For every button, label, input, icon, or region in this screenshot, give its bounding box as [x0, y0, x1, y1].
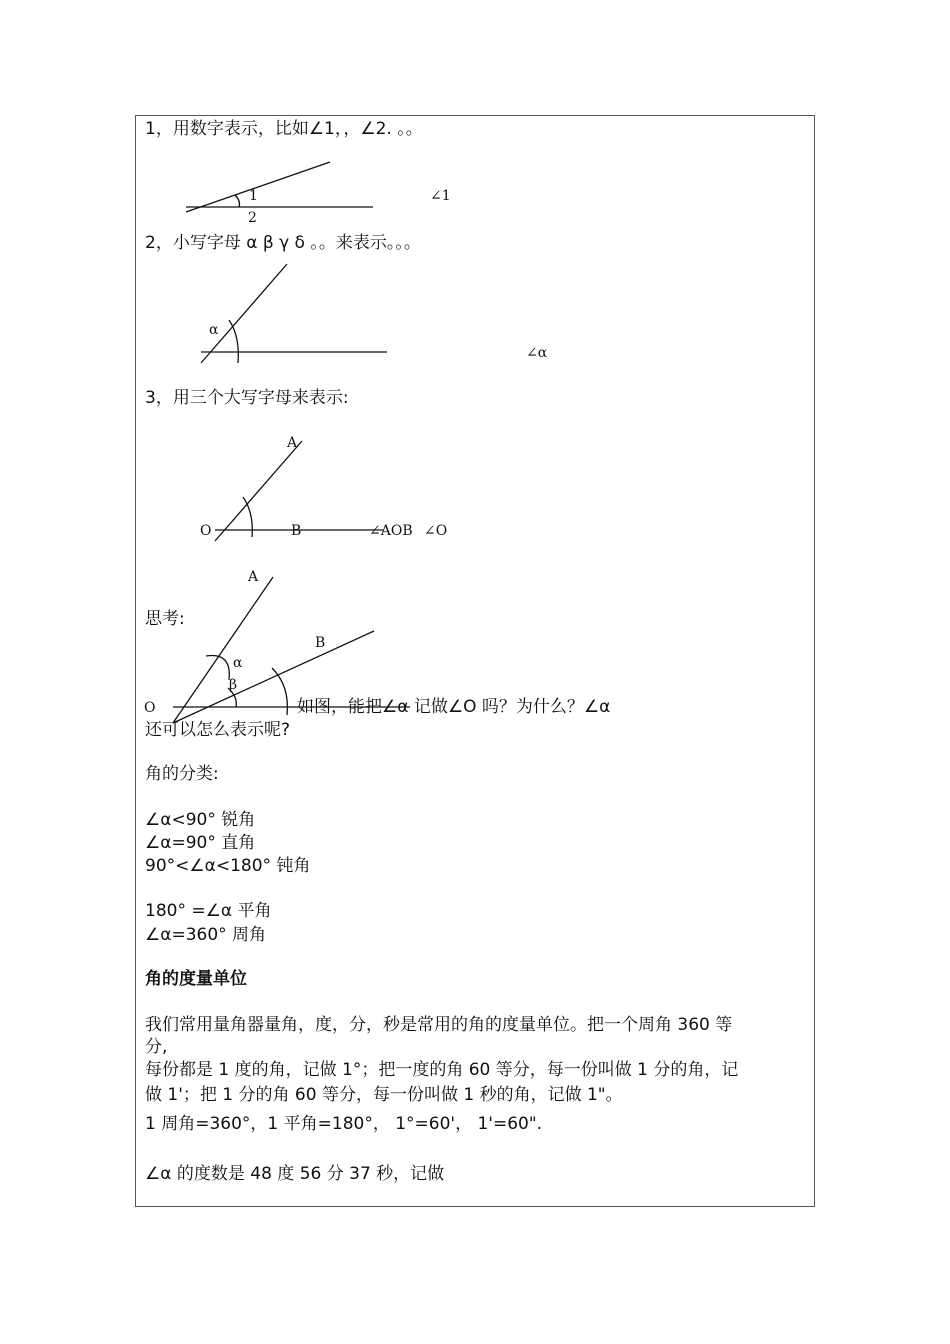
section1-right-label: ∠1 — [430, 188, 451, 204]
section2-text: 2，小写字母 α β γ δ 。。来表示。。。 — [145, 233, 421, 253]
section3-right-label-2: ∠O — [424, 523, 448, 539]
classification-round: ∠α=360° 周角 — [145, 925, 267, 945]
classification-title: 角的分类: — [145, 764, 219, 784]
fig3-label-A: A — [287, 435, 298, 451]
fig1-label-1: 1 — [249, 188, 258, 204]
classification-obtuse: 90°<∠α<180° 钝角 — [145, 856, 311, 876]
units-para1-line2: 分, — [145, 1037, 168, 1057]
fig2-label-alpha: α — [209, 322, 219, 338]
figure-angle-1 — [186, 162, 373, 212]
classification-straight: 180° =∠α 平角 — [145, 901, 272, 921]
units-para1-line1: 我们常用量角器量角，度，分，秒是常用的角的度量单位。把一个周角 360 等 — [145, 1015, 733, 1035]
units-para4: ∠α 的度数是 48 度 56 分 37 秒，记做 — [145, 1164, 445, 1184]
units-para3: 1 周角=360°，1 平角=180°， 1°=60'， 1'=60". — [145, 1114, 543, 1134]
think-label-beta: β — [229, 677, 238, 693]
section3-text: 3，用三个大写字母来表示: — [145, 388, 349, 408]
section2-right-label: ∠α — [526, 345, 548, 361]
fig3-label-O: O — [200, 523, 212, 539]
think-label-alpha: α — [233, 655, 243, 671]
section1-text: 1，用数字表示，比如∠1，，∠2. 。。 — [145, 119, 423, 139]
think-label-A: A — [248, 569, 259, 585]
figure-angle-alpha — [201, 264, 387, 363]
fig1-label-2: 2 — [248, 210, 257, 226]
think-label-B: B — [315, 635, 326, 651]
units-para2-line2: 做 1'；把 1 分的角 60 等分，每一份叫做 1 秒的角，记做 1"。 — [145, 1085, 623, 1105]
section3-right-label-1: ∠AOB — [369, 523, 413, 539]
think-question-1: 如图，能把∠α 记做∠O 吗？为什么？∠α — [297, 697, 611, 717]
think-label: 思考: — [145, 609, 185, 629]
think-question-2: 还可以怎么表示呢? — [145, 720, 291, 740]
think-label-O: O — [144, 700, 156, 716]
classification-right: ∠α=90° 直角 — [145, 833, 256, 853]
fig3-label-B: B — [291, 523, 302, 539]
units-title: 角的度量单位 — [145, 969, 247, 989]
classification-acute: ∠α<90° 锐角 — [145, 810, 256, 830]
units-para2-line1: 每份都是 1 度的角，记做 1°；把一度的角 60 等分，每一份叫做 1 分的角，记 — [145, 1060, 739, 1080]
